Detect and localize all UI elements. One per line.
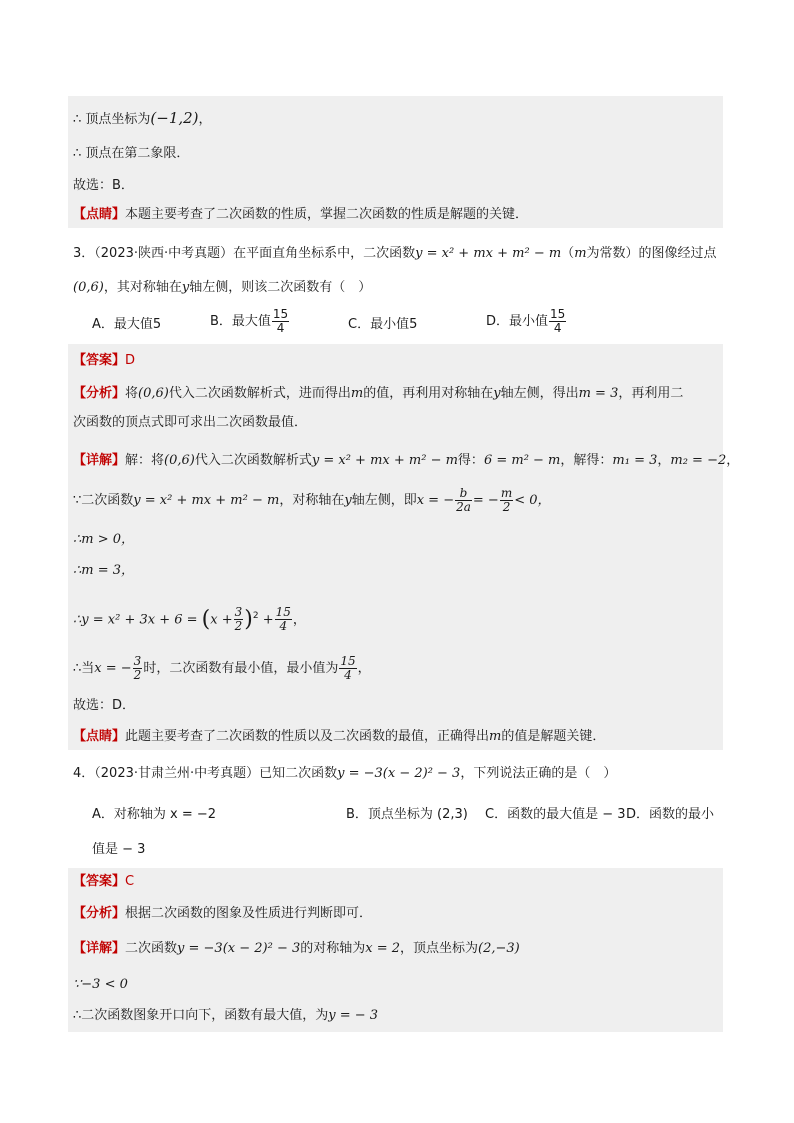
q3-detail-line4: ∴m = 3，	[73, 563, 135, 578]
q4-analysis: 【分析】根据二次函数的图象及性质进行判断即可．	[73, 906, 373, 921]
q3-option-d: D．最小值 $\frac{15}{4}$	[486, 307, 566, 335]
q3-detail-line6: ∴当x = − $\frac{3}{2}$ 时，二次函数有最小值，最小值为 $\frac{15}{4}$ ，	[73, 654, 371, 682]
q4-option-a: A．对称轴为 x = −2	[92, 807, 217, 822]
q4-detail-line1: 【详解】二次函数y = −3(x − 2)² − 3的对称轴为x = 2，顶点坐标为(2,−3)	[73, 941, 520, 956]
q3-option-b: B．最大值 $\frac{15}{4}$	[210, 307, 289, 335]
q4-detail-line2: ∵−3 < 0	[73, 977, 128, 992]
q3-solution-block	[68, 344, 723, 750]
q4-option-d-cont: 值是 − 3	[92, 842, 146, 857]
q4-option-c: C．函数的最大值是 − 3	[485, 807, 626, 822]
vertex-line: ∴ 顶点坐标为(−1,2)，	[73, 109, 212, 127]
q3-answer: 【答案】D	[73, 353, 136, 368]
q3-option-c: C．最小值5	[348, 317, 418, 332]
quadrant-line: ∴ 顶点在第二象限．	[73, 146, 190, 161]
choice-line: 故选：B．	[73, 178, 134, 193]
vertex-coord: (−1,2)	[150, 109, 199, 127]
q4-option-b: B．顶点坐标为 (2,3)	[346, 807, 468, 822]
q3-detail-line5: ∴y = x² + 3x + 6 = (x + $\frac{3}{2}$ )$^2$ + $\frac{15}{4}$ ，	[73, 605, 306, 634]
q3-stem-line2: (0,6)，其对称轴在y轴左侧，则该二次函数有（ ）	[73, 280, 372, 295]
comment-line: 【点睛】本题主要考查了二次函数的性质，掌握二次函数的性质是解题的关键．	[73, 207, 529, 222]
q3-stem-line1: 3．（2023·陕西·中考真题）在平面直角坐标系中，二次函数y = x² + mx + m² − m（m为常数）的图像经过点	[73, 246, 717, 261]
q3-comment: 【点睛】此题主要考查了二次函数的性质以及二次函数的最值，正确得出m的值是解题关键．	[73, 729, 606, 744]
q4-stem: 4．（2023·甘肃兰州·中考真题）已知二次函数y = −3(x − 2)² − 3，下列说法正确的是（ ）	[73, 766, 617, 781]
q4-detail-line3: ∴二次函数图象开口向下，函数有最大值，为y = − 3	[73, 1008, 379, 1023]
q3-detail-line3: ∴m > 0，	[73, 532, 135, 547]
q3-option-a: A．最大值5	[92, 317, 162, 332]
q3-analysis-line2: 次函数的顶点式即可求出二次函数最值．	[73, 415, 308, 430]
q4-answer: 【答案】C	[73, 874, 135, 889]
comment-label: 【点睛】	[73, 207, 126, 222]
q3-detail-line2: ∵二次函数y = x² + mx + m² − m，对称轴在y轴左侧，即x = − $\frac{b}{2a}$ = − $\frac{m}{2}$ < 0，	[73, 486, 551, 514]
q3-analysis-line1: 【分析】将(0,6)代入二次函数解析式，进而得出m的值，再利用对称轴在y轴左侧，得出m = 3，再利用二	[73, 386, 684, 401]
q3-choice: 故选：D．	[73, 698, 136, 713]
q3-detail-line1: 【详解】解：将(0,6)代入二次函数解析式y = x² + mx + m² − m得：6 = m² − m，解得：m₁ = 3，m₂ = −2，	[73, 453, 740, 468]
q4-option-d: D．函数的最小	[626, 807, 715, 822]
